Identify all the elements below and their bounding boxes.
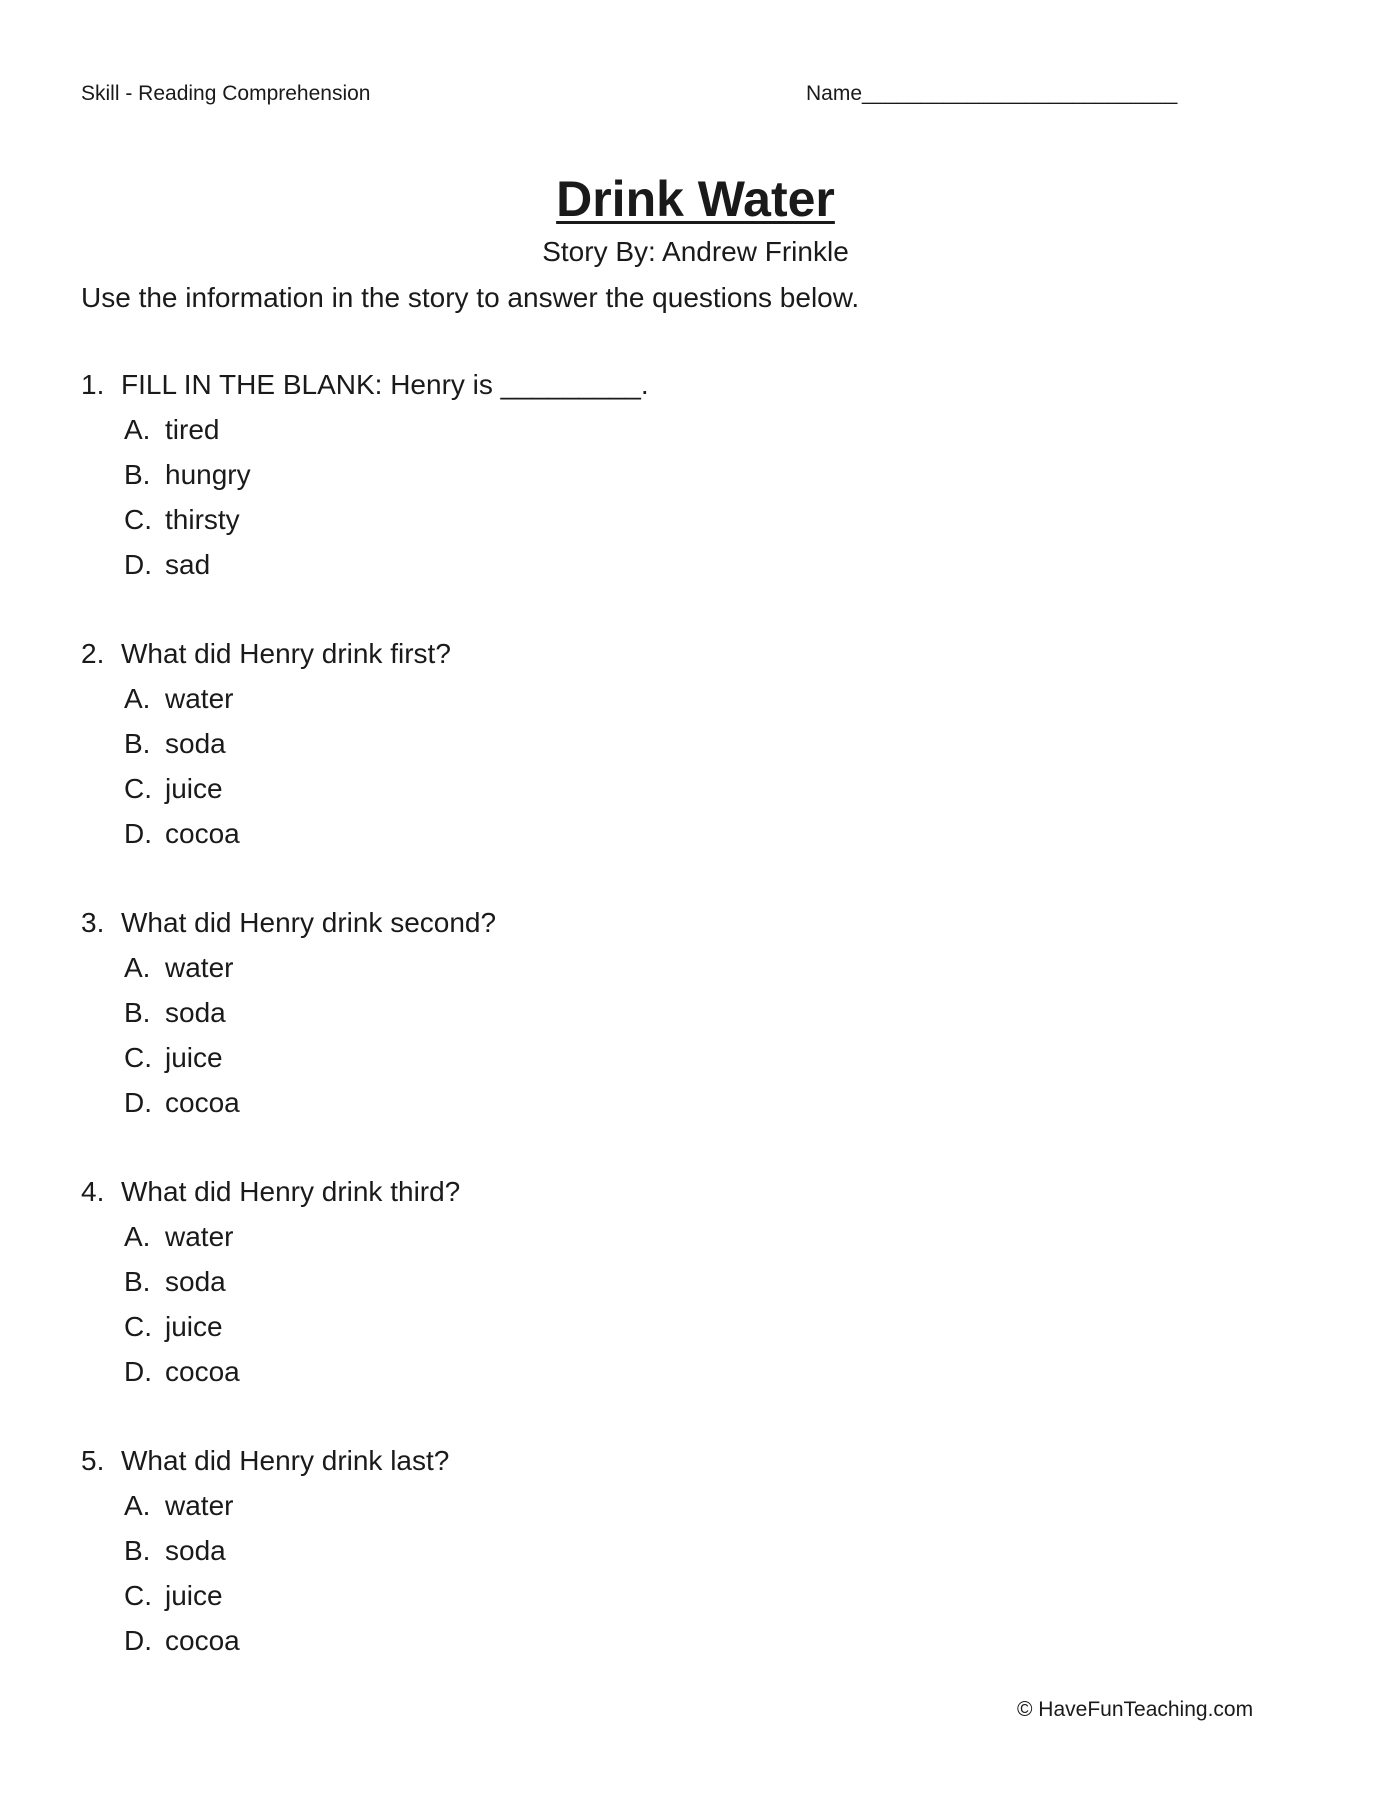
option-letter: B. <box>124 1266 151 1297</box>
option-letter: B. <box>124 997 151 1028</box>
option-text: thirsty <box>165 504 240 535</box>
option-text: soda <box>165 728 226 759</box>
option-text: water <box>165 1221 234 1252</box>
question-1 <box>81 362 1281 631</box>
story-byline: Story By: Andrew Frinkle <box>542 236 849 267</box>
answer-option[interactable] <box>81 721 1281 766</box>
option-letter: B. <box>124 728 151 759</box>
question-number: 3. <box>81 907 105 938</box>
answer-option[interactable] <box>81 1528 1281 1573</box>
option-text: water <box>165 683 234 714</box>
option-letter: A. <box>124 1221 151 1252</box>
question-3 <box>81 900 1281 1169</box>
option-letter: B. <box>124 1535 151 1566</box>
copyright-footer: © HaveFunTeaching.com <box>1017 1698 1254 1721</box>
answer-option[interactable] <box>81 497 1281 542</box>
answer-option[interactable] <box>81 1483 1281 1528</box>
answer-option[interactable] <box>81 452 1281 497</box>
option-text: juice <box>165 773 223 804</box>
answer-option[interactable] <box>81 1304 1281 1349</box>
option-letter: C. <box>124 1580 152 1611</box>
question-number: 5. <box>81 1445 105 1476</box>
question-4 <box>81 1169 1281 1438</box>
question-number: 1. <box>81 369 105 400</box>
question-2 <box>81 631 1281 900</box>
option-letter: C. <box>124 1042 152 1073</box>
answer-option[interactable] <box>81 1035 1281 1080</box>
option-letter: A. <box>124 414 151 445</box>
option-text: water <box>165 1490 234 1521</box>
question-number: 2. <box>81 638 105 669</box>
option-text: juice <box>165 1580 223 1611</box>
option-letter: A. <box>124 683 151 714</box>
answer-option[interactable] <box>81 1573 1281 1618</box>
option-letter: C. <box>124 773 152 804</box>
option-text: hungry <box>165 459 251 490</box>
option-letter: D. <box>124 818 152 849</box>
option-text: cocoa <box>165 1087 240 1118</box>
answer-option[interactable] <box>81 1080 1281 1125</box>
answer-option[interactable] <box>81 1214 1281 1259</box>
question-prompt <box>81 900 1281 945</box>
option-text: cocoa <box>165 1356 240 1387</box>
option-text: sad <box>165 549 211 580</box>
option-text: juice <box>165 1311 223 1342</box>
answer-option[interactable] <box>81 1618 1281 1663</box>
option-text: soda <box>165 997 226 1028</box>
answer-option[interactable] <box>81 676 1281 721</box>
option-letter: A. <box>124 1490 151 1521</box>
option-text: soda <box>165 1266 226 1297</box>
answer-option[interactable] <box>81 1259 1281 1304</box>
page-title: Drink Water <box>556 171 835 227</box>
option-text: cocoa <box>165 1625 240 1656</box>
option-letter: D. <box>124 1087 152 1118</box>
answer-option[interactable] <box>81 407 1281 452</box>
answer-option[interactable] <box>81 990 1281 1035</box>
option-letter: A. <box>124 952 151 983</box>
option-text: soda <box>165 1535 226 1566</box>
skill-label: Skill - Reading Comprehension <box>81 82 371 105</box>
answer-option[interactable] <box>81 945 1281 990</box>
option-letter: D. <box>124 549 152 580</box>
instructions: Use the information in the story to answer the questions below. <box>81 282 860 313</box>
question-text: FILL IN THE BLANK: Henry is _________. <box>121 369 649 400</box>
answer-option[interactable] <box>81 542 1281 587</box>
question-5 <box>81 1438 1281 1707</box>
option-letter: C. <box>124 1311 152 1342</box>
option-text: juice <box>165 1042 223 1073</box>
option-letter: B. <box>124 459 151 490</box>
question-list <box>81 362 1281 1707</box>
answer-option[interactable] <box>81 1349 1281 1394</box>
question-text: What did Henry drink last? <box>121 1445 450 1476</box>
option-text: tired <box>165 414 220 445</box>
question-prompt <box>81 1169 1281 1214</box>
question-prompt <box>81 1438 1281 1483</box>
question-prompt <box>81 631 1281 676</box>
question-text: What did Henry drink first? <box>121 638 451 669</box>
option-letter: C. <box>124 504 152 535</box>
option-text: water <box>165 952 234 983</box>
name-field[interactable]: Name___________________________ <box>806 82 1178 105</box>
option-text: cocoa <box>165 818 240 849</box>
option-letter: D. <box>124 1356 152 1387</box>
answer-option[interactable] <box>81 766 1281 811</box>
question-number: 4. <box>81 1176 105 1207</box>
answer-option[interactable] <box>81 811 1281 856</box>
question-text: What did Henry drink second? <box>121 907 497 938</box>
option-letter: D. <box>124 1625 152 1656</box>
question-prompt <box>81 362 1281 407</box>
question-text: What did Henry drink third? <box>121 1176 461 1207</box>
